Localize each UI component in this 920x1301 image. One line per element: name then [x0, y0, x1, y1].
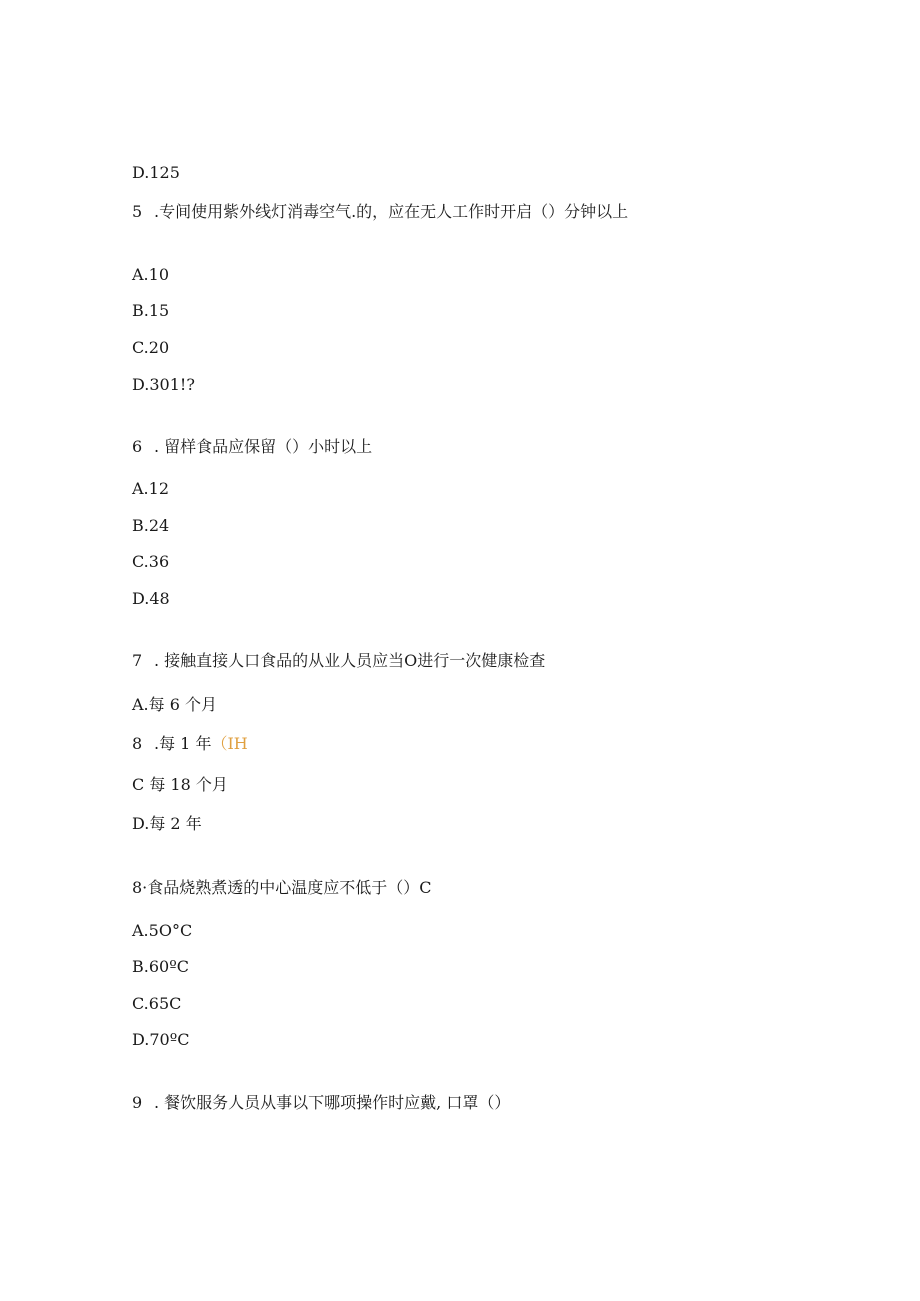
q9-text: . 餐饮服务人员从事以下哪项操作时应戴, 口罩（） — [154, 1093, 511, 1112]
q5-text: .专间使用紫外线灯消毒空气.的，应在无人工作时开启（）分钟以上 — [154, 202, 629, 221]
q6-option-c: C.36 — [132, 552, 170, 571]
q8-option-c: C.65C — [132, 994, 182, 1013]
q9-question — [132, 1092, 510, 1114]
q4-option-d: D.125 — [132, 163, 180, 182]
q6-option-b: B.24 — [132, 516, 170, 535]
q7-option-d: D.每 2 年 — [132, 814, 202, 833]
q6-number: 6 — [132, 437, 143, 456]
q5-question — [132, 201, 652, 223]
q8-option-b: B.60ºC — [132, 957, 189, 976]
q8-option-a: A.5O°C — [132, 921, 193, 940]
q6-question — [132, 436, 372, 458]
q7-option-b-mark: （IH — [211, 734, 248, 753]
q7-question — [132, 650, 545, 672]
q7-option-c: C 每 18 个月 — [132, 775, 228, 794]
q7-option-b-number: 8 — [132, 734, 143, 753]
q8-question: 8·食品烧熟煮透的中心温度应不低于（）C — [132, 878, 432, 897]
q6-option-a: A.12 — [132, 479, 169, 498]
q5-option-a: A.10 — [132, 265, 169, 284]
q6-text: . 留样食品应保留（）小时以上 — [154, 437, 373, 456]
q8-option-d: D.70ºC — [132, 1030, 190, 1049]
q6-option-d: D.48 — [132, 589, 170, 608]
q7-text: . 接触直接人口食品的从业人员应当O进行一次健康检查 — [154, 651, 546, 670]
q5-option-c: C.20 — [132, 338, 170, 357]
q7-option-a: A.每 6 个月 — [132, 695, 217, 714]
q5-number: 5 — [132, 202, 143, 221]
q5-option-d: D.301!? — [132, 375, 195, 394]
q9-number: 9 — [132, 1093, 143, 1112]
q5-option-b: B.15 — [132, 301, 170, 320]
q7-option-b — [132, 733, 248, 755]
q7-option-b-text: .每 1 年 — [154, 734, 212, 753]
q7-number: 7 — [132, 651, 143, 670]
